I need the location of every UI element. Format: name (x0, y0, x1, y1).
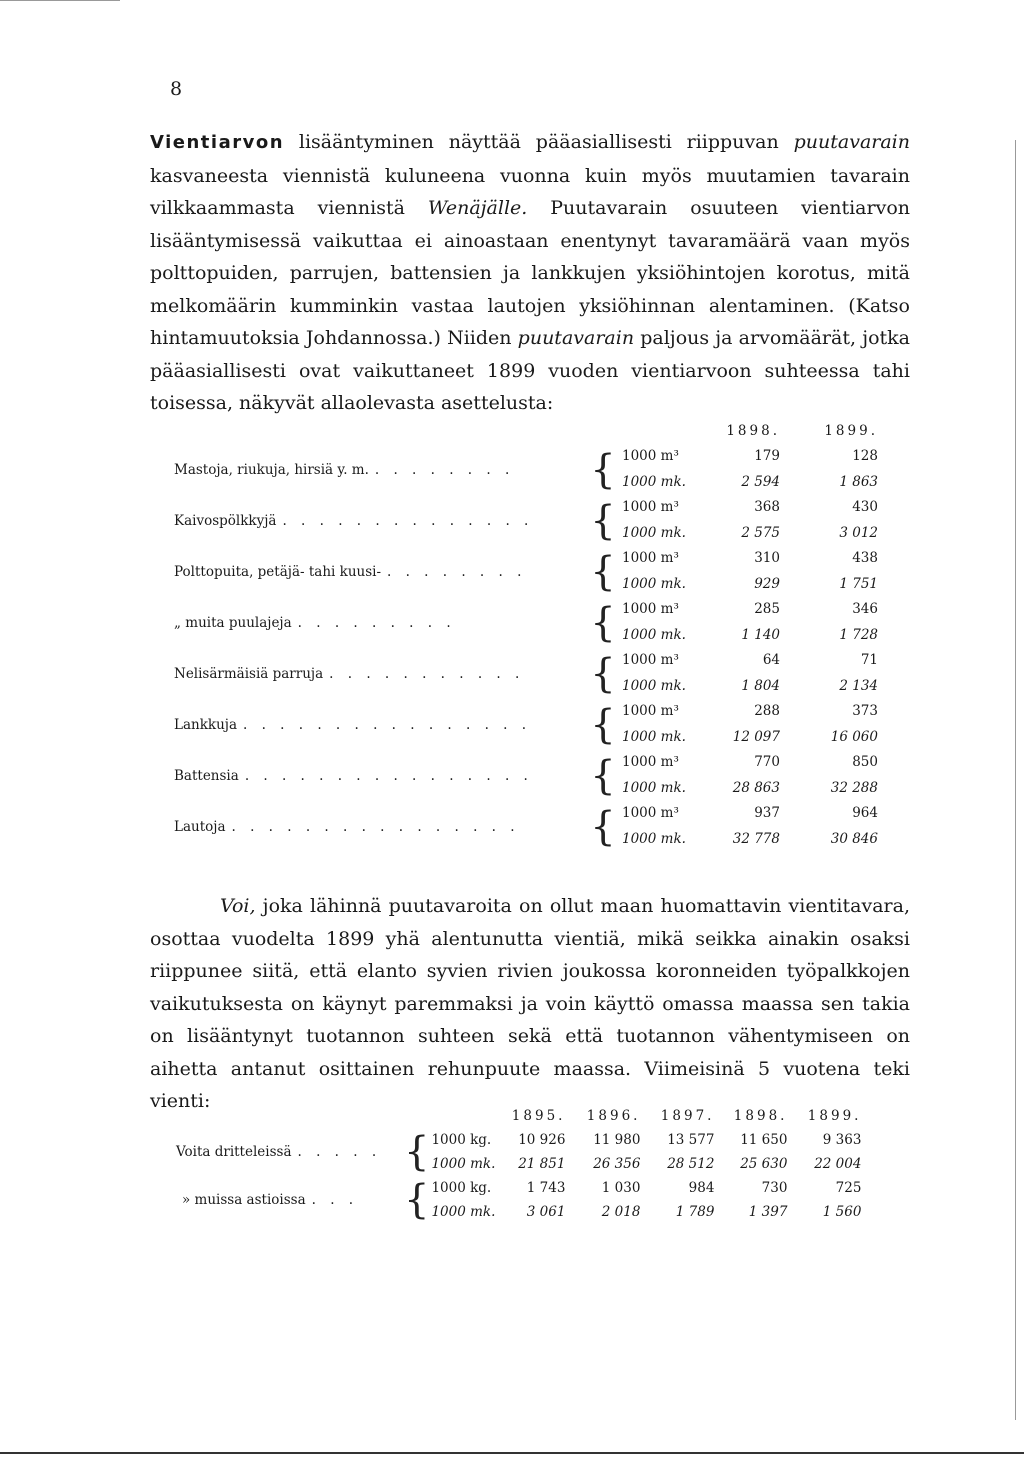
para2-text-a: joka lähinnä puutavaroita on ollut maan huomattavin vientitavara, osottaa vuodelta 1899 yhä alentunutta vientiä, mikä seikka ainakin osaksi riippunee siitä, että elanto syvien rivien joukossa koronneiden työpalkkojen vaikutuksesta on käynyt paremmaksi ja voin käyttö omassa maassa sen takia on lisääntynyt tuotannon suhteen sekä että tuotannon vähentymiseen on aihetta antanut osittainen rehunpuute maassa. Viimeisinä 5 vuotena teki vienti: (150, 895, 910, 1112)
table-row (174, 750, 878, 774)
money-1898: 2 594 (741, 473, 780, 490)
unit-money: 1000 mk. (622, 473, 686, 490)
brace: { (590, 803, 616, 850)
butter-export-table (176, 1104, 861, 1224)
timber-export-table (174, 418, 878, 852)
unit-money: 1000 mk. (622, 575, 686, 592)
table-row (174, 648, 878, 672)
row-label-text: Lautoja (174, 818, 226, 835)
row-label (174, 648, 586, 699)
value-1899: 438 (852, 550, 878, 566)
value-1898: 179 (754, 448, 780, 464)
para2-italic-1: Voi, (220, 895, 256, 917)
unit-volume: 1000 m³ (622, 652, 679, 668)
brace: { (590, 548, 616, 595)
para1-italic-2: Wenäjälle. (427, 197, 528, 219)
year-header-1898: 1898. (726, 423, 780, 439)
money-1899: 32 288 (830, 779, 878, 796)
value-1898: 770 (754, 754, 780, 770)
brace: { (590, 497, 616, 544)
table-row (174, 495, 878, 519)
unit-money: 1000 mk. (431, 1203, 496, 1220)
unit-volume: 1000 m³ (622, 703, 679, 719)
scan-edge-bottom (0, 1452, 1024, 1454)
money-value: 26 356 (593, 1155, 641, 1172)
money-1899: 2 134 (839, 677, 878, 694)
weight-value: 984 (688, 1179, 715, 1196)
row-label-text: „ muita puulajeja (174, 614, 292, 631)
brace: { (590, 701, 616, 748)
paragraph-butter (150, 890, 910, 1118)
row-label-text: Mastoja, riukuja, hirsiä y. m. (174, 461, 369, 478)
row-label-text: Polttopuita, petäjä- tahi kuusi- (174, 563, 382, 580)
scan-edge-right (1015, 140, 1016, 1420)
weight-value: 730 (761, 1179, 788, 1196)
money-1899: 16 060 (830, 728, 878, 745)
para1-text-d: paljous ja arvomäärät, jotka pääasiallisesti ovat vaikuttaneet 1899 vuoden vientiarvoon suhteessa tahi toisessa, näkyvät allaolevasta asettelusta: (150, 327, 910, 414)
unit-volume: 1000 m³ (622, 754, 679, 770)
value-1898: 288 (754, 703, 780, 719)
year-header-1899: 1899. (824, 423, 878, 439)
table-row (174, 546, 878, 570)
row-label (174, 597, 586, 648)
unit-money: 1000 mk. (431, 1155, 496, 1172)
unit-money: 1000 mk. (622, 830, 686, 847)
row-label-text: Battensia (174, 767, 239, 784)
money-value: 1 560 (822, 1203, 862, 1220)
table-row (174, 597, 878, 621)
unit-volume: 1000 m³ (622, 550, 679, 566)
leader-dots: . . . . . . . . . . . . . . . . (244, 767, 533, 784)
value-1899: 346 (852, 601, 878, 617)
unit-money: 1000 mk. (622, 626, 686, 643)
brace: { (590, 650, 616, 697)
year-header: 1895. (511, 1108, 566, 1124)
table-row (174, 444, 878, 468)
table-row (174, 699, 878, 723)
leader-dots: . . . . . . . . . . . (329, 665, 525, 682)
row-label (174, 750, 586, 801)
brace: { (590, 752, 616, 799)
paragraph-export-value (150, 126, 910, 420)
unit-volume: 1000 m³ (622, 448, 679, 464)
money-value: 22 004 (814, 1155, 862, 1172)
table-row (174, 801, 878, 825)
row-label (174, 699, 586, 750)
para1-italic-3: puutavarain (517, 327, 635, 349)
money-1898: 1 140 (741, 626, 780, 643)
value-1899: 850 (852, 754, 878, 770)
leader-dots: . . . . . . . . (387, 563, 527, 580)
money-1899: 1 863 (839, 473, 878, 490)
table-row (176, 1128, 861, 1151)
unit-weight: 1000 kg. (431, 1179, 492, 1196)
money-1898: 32 778 (732, 830, 780, 847)
table-row (176, 1176, 861, 1199)
leader-dots: . . . . . . . . . . . . . . . . (243, 716, 532, 733)
row-label-text: Voita dritteleissä (176, 1144, 292, 1160)
weight-value: 1 743 (526, 1179, 566, 1196)
value-1898: 64 (762, 652, 780, 668)
row-label (174, 801, 586, 852)
row-label (176, 1176, 404, 1224)
row-label (174, 444, 586, 495)
unit-volume: 1000 m³ (622, 601, 679, 617)
leader-dots: . . . . . . . . . (297, 614, 456, 631)
para1-italic-1: puutavarain (793, 131, 910, 153)
year-header: 1897. (660, 1108, 715, 1124)
unit-money: 1000 mk. (622, 779, 686, 796)
weight-value: 1 030 (601, 1179, 641, 1196)
weight-value: 10 926 (518, 1131, 566, 1148)
value-1898: 368 (754, 499, 780, 515)
lead-term: Vientiarvon (150, 132, 285, 153)
money-1898: 929 (754, 575, 780, 592)
unit-money: 1000 mk. (622, 677, 686, 694)
row-label-text: » muissa astioissa (182, 1192, 306, 1208)
value-1899: 373 (852, 703, 878, 719)
value-1899: 430 (852, 499, 878, 515)
value-1899: 964 (852, 805, 878, 821)
money-value: 21 851 (518, 1155, 566, 1172)
unit-volume: 1000 m³ (622, 499, 679, 515)
money-1898: 12 097 (732, 728, 780, 745)
weight-value: 725 (835, 1179, 862, 1196)
value-1899: 128 (852, 448, 878, 464)
money-value: 2 018 (601, 1203, 641, 1220)
money-1899: 1 728 (839, 626, 878, 643)
money-value: 1 397 (748, 1203, 788, 1220)
weight-value: 11 980 (593, 1131, 641, 1148)
weight-value: 9 363 (822, 1131, 862, 1148)
value-1898: 937 (754, 805, 780, 821)
scan-edge-top (0, 0, 120, 1)
money-value: 1 789 (675, 1203, 715, 1220)
money-1898: 2 575 (741, 524, 780, 541)
para1-text-a: lisääntyminen näyttää pääasiallisesti riippuvan (284, 131, 794, 153)
row-label (174, 546, 586, 597)
value-1899: 71 (860, 652, 878, 668)
weight-value: 11 650 (740, 1131, 788, 1148)
row-label-text: Lankkuja (174, 716, 237, 733)
unit-weight: 1000 kg. (431, 1131, 492, 1148)
row-label-text: Nelisärmäisiä parruja (174, 665, 324, 682)
row-label (174, 495, 586, 546)
value-1898: 285 (754, 601, 780, 617)
year-header: 1896. (586, 1108, 641, 1124)
brace: { (404, 1129, 430, 1175)
money-1899: 3 012 (839, 524, 878, 541)
para1-text-c: Puutavarain osuuteen vientiarvon lisääntymisessä vaikuttaa ei ainoastaan enentynyt tavaramäärä vaan myös polttopuiden, parrujen, battensien ja lankkujen yksiöhintojen korotus, mitä melkomäärin kumminkin vastaa lautojen yksiöhinnan alentaminen. (Katso hintamuutoksia Johdannossa.) Niiden (150, 197, 910, 349)
para1-text-b: kasvaneesta viennistä kuluneena vuonna kuin myös muutamien tavarain vilkkaammasta viennistä (150, 164, 910, 219)
page-number: 8 (170, 78, 183, 100)
leader-dots: . . . . . (297, 1144, 382, 1160)
row-label (176, 1128, 404, 1176)
money-1899: 30 846 (830, 830, 878, 847)
row-label-text: Kaivospölkkyjä (174, 512, 277, 529)
brace: { (590, 599, 616, 646)
unit-volume: 1000 m³ (622, 805, 679, 821)
money-value: 3 061 (526, 1203, 566, 1220)
money-1899: 1 751 (839, 575, 878, 592)
leader-dots: . . . . . . . . (374, 461, 515, 478)
year-header: 1898. (733, 1108, 788, 1124)
unit-money: 1000 mk. (622, 728, 686, 745)
weight-value: 13 577 (667, 1131, 715, 1148)
year-header: 1899. (807, 1108, 862, 1124)
value-1898: 310 (754, 550, 780, 566)
money-1898: 1 804 (741, 677, 780, 694)
leader-dots: . . . . . . . . . . . . . . . . (231, 818, 520, 835)
unit-money: 1000 mk. (622, 524, 686, 541)
money-1898: 28 863 (732, 779, 780, 796)
money-value: 25 630 (740, 1155, 788, 1172)
brace: { (404, 1177, 430, 1223)
money-value: 28 512 (667, 1155, 715, 1172)
brace: { (590, 446, 616, 493)
leader-dots: . . . (311, 1192, 359, 1208)
leader-dots: . . . . . . . . . . . . . . (282, 512, 534, 529)
